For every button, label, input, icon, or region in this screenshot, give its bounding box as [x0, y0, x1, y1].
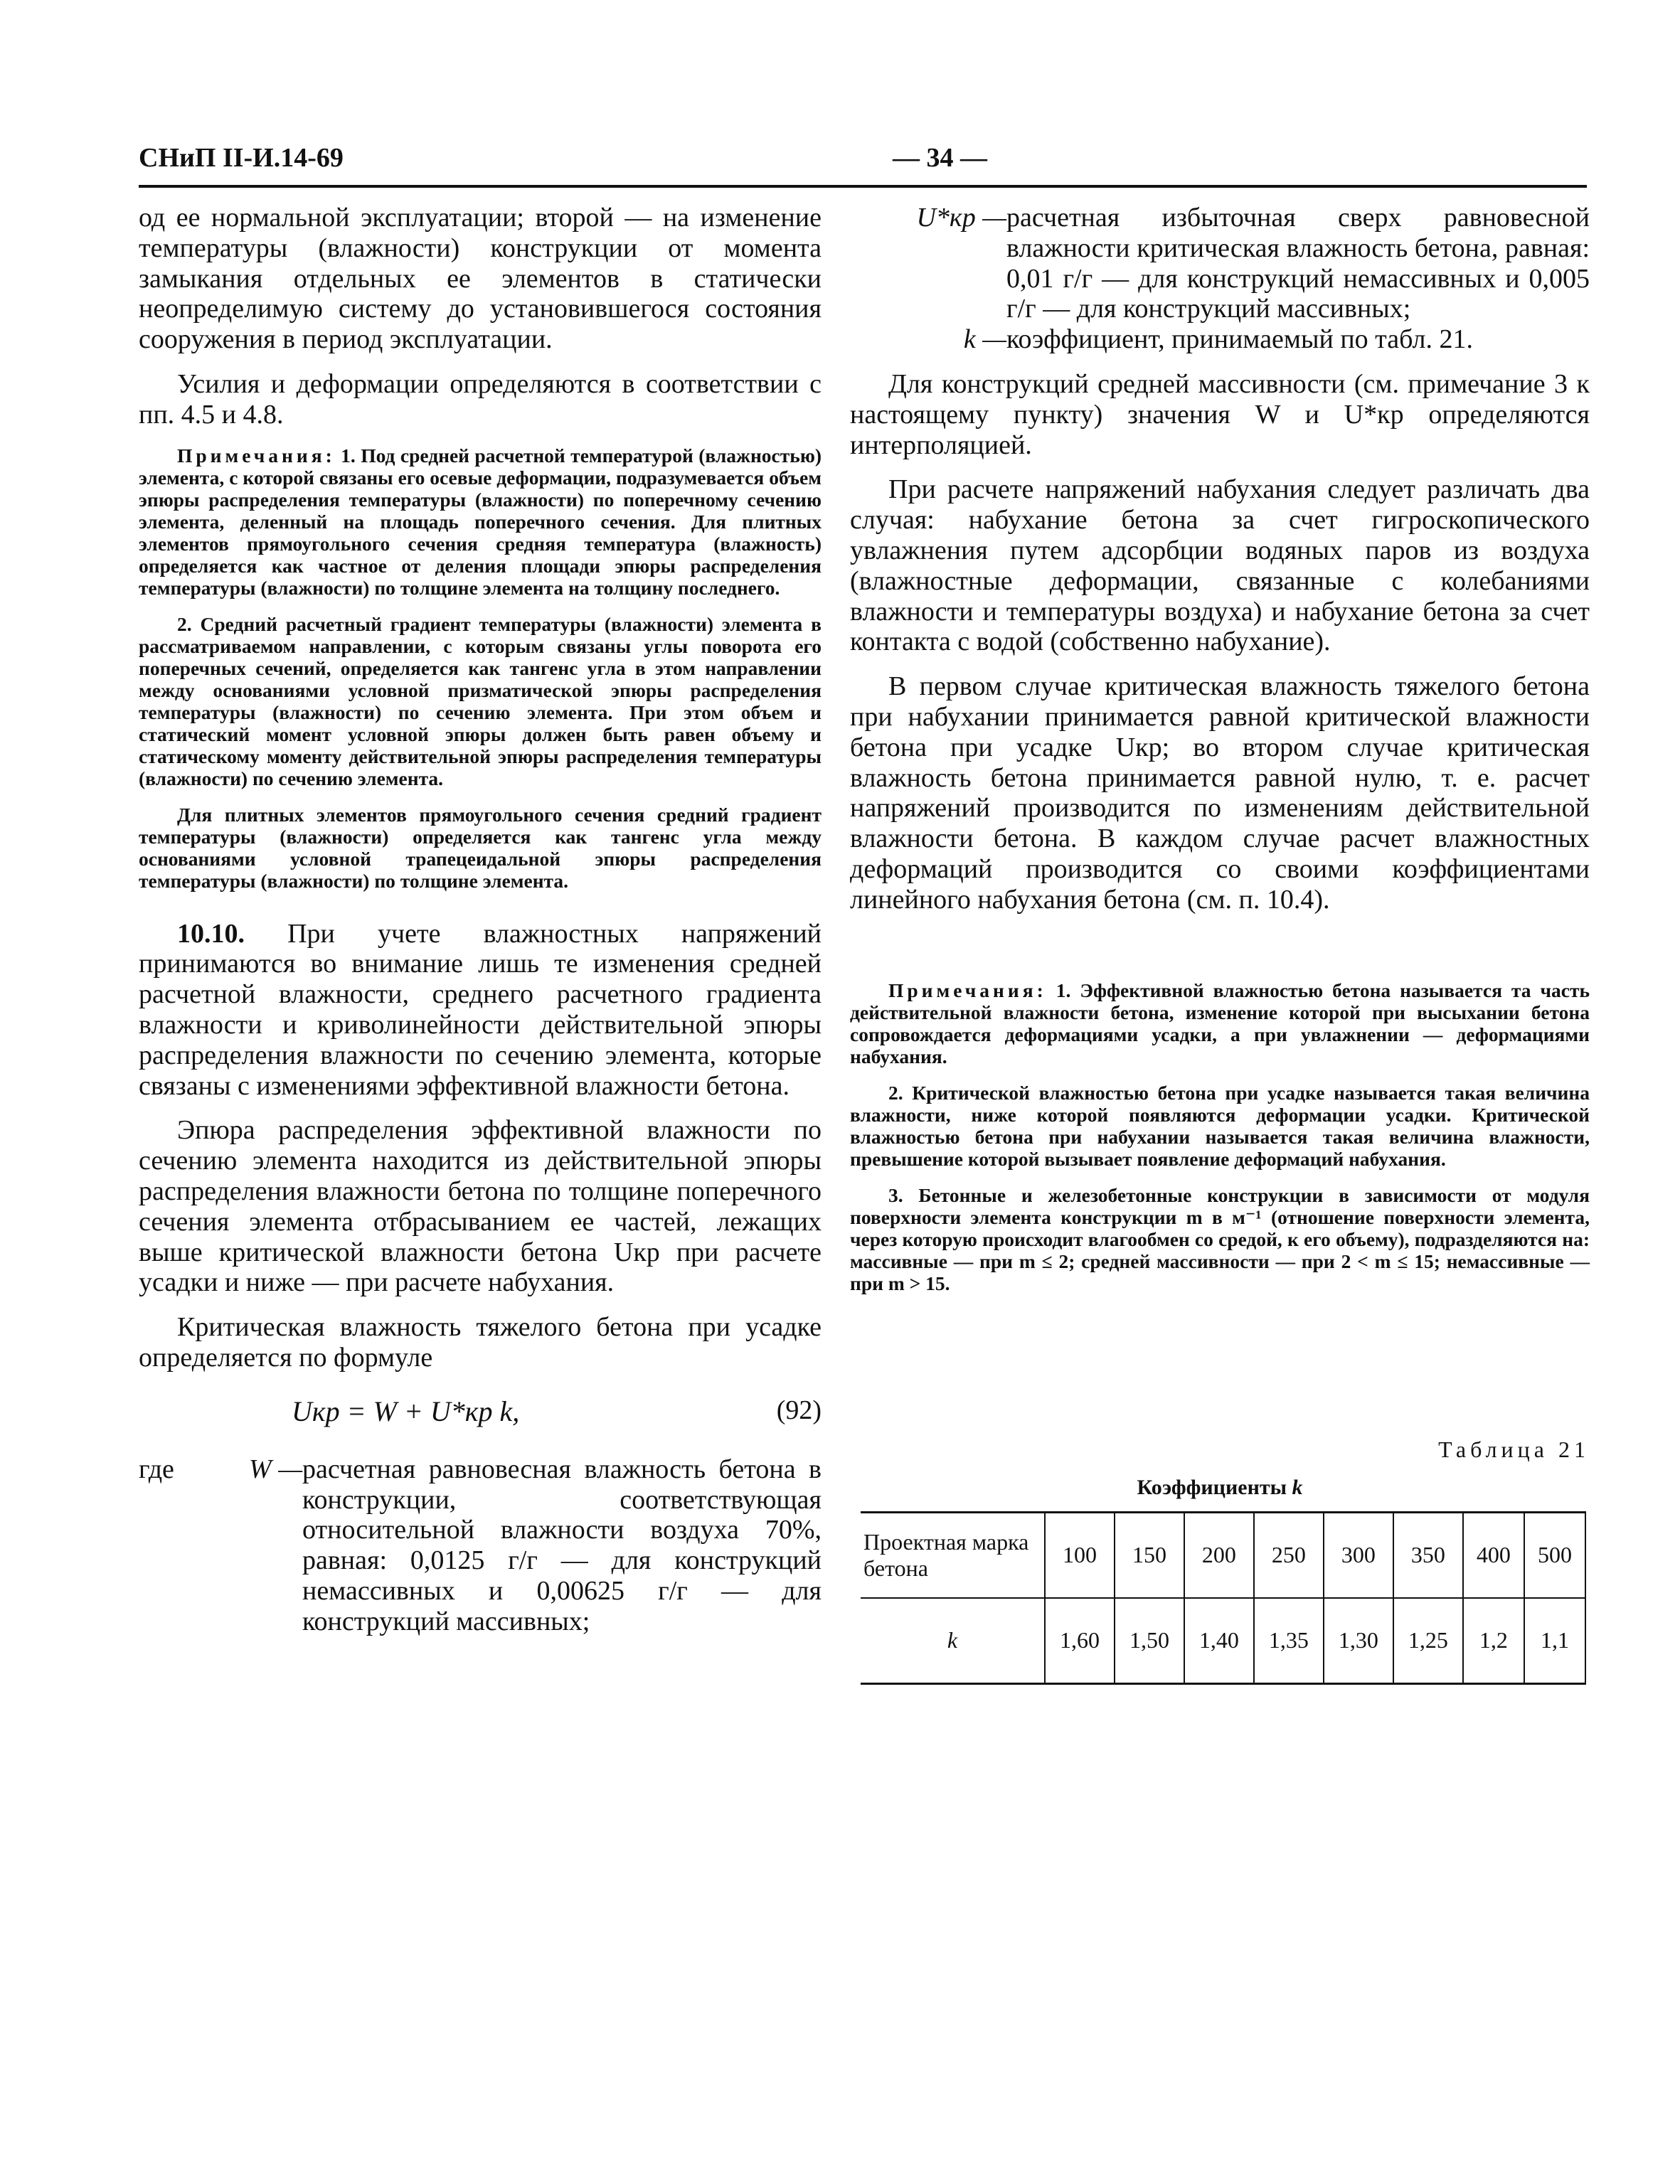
- symbol-k: k —: [963, 324, 1006, 355]
- formula-text: Uкр = W + U*кр k,: [292, 1395, 520, 1427]
- definition-text: расчетная равновесная влажность бетона в конструкции, соответствующая относительной влажности воздуха 70%, равная: 0,0125 г/г — для конструкций немассивных и 0,00625 г/г — для конструкций массивных;: [302, 1454, 822, 1636]
- formula-number: (92): [776, 1395, 822, 1425]
- note-1: [850, 979, 1590, 1067]
- page-number: — 34 —: [893, 143, 987, 173]
- table-cell: 1,35: [1254, 1598, 1324, 1684]
- formula-92: [139, 1389, 822, 1439]
- paragraph: При расчете напряжений набухания следует различать два случая: набухание бетона за счет гигроскопического увлажнения путем адсорбции водяных паров из воздуха (влажностные деформации, связанные с колебаниями влажности и температуры воздуха) и набухание бетона за счет контакта с водой (собственно набухание).: [850, 474, 1590, 657]
- table-cell: 1,25: [1393, 1598, 1463, 1684]
- note-text: 1. Эффективной влажностью бетона называется та часть действительной влажности бетона, изменение которой при высыхании бетона сопровождается деформациями усадки, а при увлажнении — деформациями набухания.: [850, 979, 1590, 1067]
- table-row: [861, 1512, 1585, 1598]
- table-cell: 300: [1324, 1512, 1393, 1598]
- table-cell: 350: [1393, 1512, 1463, 1598]
- section-10-10: [139, 919, 822, 1102]
- note-label: Примечания:: [177, 444, 336, 467]
- table-cell: 400: [1463, 1512, 1524, 1598]
- symbol-u-star: U*кр —: [916, 203, 1006, 233]
- table-cell: 100: [1045, 1512, 1115, 1598]
- table-cell: 1,50: [1115, 1598, 1184, 1684]
- table-cell: 1,1: [1524, 1598, 1585, 1684]
- section-text: При учете влажностных напряжений принимаются во внимание лишь те изменения средней расчетной влажности, среднего расчетного градиента влажности и криволинейности действительной эпюры распределения влажности по сечению элемента, которые связаны с изменениями эффективной влажности бетона.: [139, 918, 822, 1101]
- definition-text: коэффициент, принимаемый по табл. 21.: [1006, 324, 1473, 355]
- note-3: Для плитных элементов прямоугольного сечения средний градиент температуры (влажности) определяется как тангенс угла между основаниями условной трапецеидальной эпюры распределения температуры (влажности) по толщине элемента.: [139, 803, 822, 892]
- table-title: Коэффициенты k: [1137, 1475, 1303, 1499]
- table-cell: 1,40: [1184, 1598, 1254, 1684]
- definition-text: расчетная избыточная сверх равновесной влажности критическая влажность бетона, равная: 0,01 г/г — для конструкций немассивных и 0,005 г/г — для конструкций массивных;: [1006, 203, 1590, 324]
- paragraph: Усилия и деформации определяются в соответствии с пп. 4.5 и 4.8.: [139, 368, 822, 430]
- table-cell: 1,2: [1463, 1598, 1524, 1684]
- table-caption: Таблица 21: [1438, 1436, 1590, 1462]
- paragraph: од ее нормальной эксплуатации; второй — на изменение температуры (влажности) конструкции от момента замыкания отдельных ее элементов в статически неопределимую систему до установившегося состояния сооружения в период эксплуатации.: [139, 203, 822, 355]
- definition-k: [850, 324, 1590, 355]
- table-row: [861, 1598, 1585, 1684]
- paragraph: Эпюра распределения эффективной влажности по сечению элемента находится из действительной эпюры распределения влажности бетона по толщине поперечного сечения элемента отбрасыванием ее частей, лежащих выше критической влажности бетона Uкр при расчете усадки и ниже — при расчете набухания.: [139, 1115, 822, 1298]
- where-label: где: [139, 1454, 174, 1484]
- paragraph: В первом случае критическая влажность тяжелого бетона при набухании принимается равной критической влажности бетона при усадке Uкр; во втором случае критическая влажность бетона принимается равной нулю, т. е. расчет напряжений производится по изменениям действительной влажности бетона. В каждом случае расчет влажностных деформаций производится со своими коэффициентами линейного набухания бетона (см. п. 10.4).: [850, 671, 1590, 915]
- note-3: 3. Бетонные и железобетонные конструкции в зависимости от модуля поверхности элемента конструкции m в м⁻¹ (отношение поверхности элемента, через которую происходит влагообмен со средой, к его объему), подразделяются на: массивные — при m ≤ 2; средней массивности — при 2 < m ≤ 15; немассивные — при m > 15.: [850, 1183, 1590, 1294]
- note-label: Примечания:: [888, 979, 1047, 1001]
- table-cell: 1,60: [1045, 1598, 1115, 1684]
- table-cell: 150: [1115, 1512, 1184, 1598]
- table-cell: 500: [1524, 1512, 1585, 1598]
- table-cell: 1,30: [1324, 1598, 1393, 1684]
- table-cell: k: [861, 1598, 1045, 1684]
- table-cell: 250: [1254, 1512, 1324, 1598]
- paragraph: Критическая влажность тяжелого бетона при усадке определяется по формуле: [139, 1312, 822, 1373]
- definition-u-star: [850, 203, 1590, 324]
- table-cell: 200: [1184, 1512, 1254, 1598]
- page-header: [139, 142, 1587, 188]
- note-text: 1. Под средней расчетной температурой (влажностью) элемента, с которой связаны его осевые деформации, подразумевается объем эпюры распределения температуры (влажности) по поперечному сечению элемента, деленный на площадь поперечного сечения. Для плитных элементов прямоугольного сечения средняя температура (влажность) определяется как частное от деления площади эпюры распределения температуры (влажности) по толщине элемента на толщину последнего.: [139, 444, 822, 599]
- note-1: [139, 444, 822, 599]
- definition-w: [139, 1454, 822, 1637]
- document-code: СНиП II-И.14-69: [139, 143, 344, 173]
- right-column: [850, 203, 1590, 1685]
- paragraph: Для конструкций средней массивности (см. примечание 3 к настоящему пункту) значения W и U*кр определяются интерполяцией.: [850, 368, 1590, 460]
- note-2: 2. Средний расчетный градиент температуры (влажности) элемента в рассматриваемом направлении, с которым связаны углы поворота его поперечных сечений, определяется как тангенс угла в этом направлении между основаниями условной призматической эпюры распределения температуры (влажности) по сечению элемента. При этом объем и статический момент условной эпюры должен быть равен объему и статическому моменту действительной эпюры распределения температуры (влажности) по сечению элемента.: [139, 612, 822, 789]
- section-number: 10.10.: [177, 918, 245, 949]
- note-2: 2. Критической влажностью бетона при усадке называется такая величина влажности, ниже которой появляются деформации усадки. Критической влажностью бетона при набухании называется такая величина влажности, превышение которой вызывает появление деформаций набухания.: [850, 1081, 1590, 1170]
- coefficient-table: [861, 1511, 1586, 1685]
- table-cell: Проектная марка бетона: [861, 1512, 1045, 1598]
- symbol-w: W —: [249, 1454, 302, 1484]
- left-column: [139, 203, 822, 1637]
